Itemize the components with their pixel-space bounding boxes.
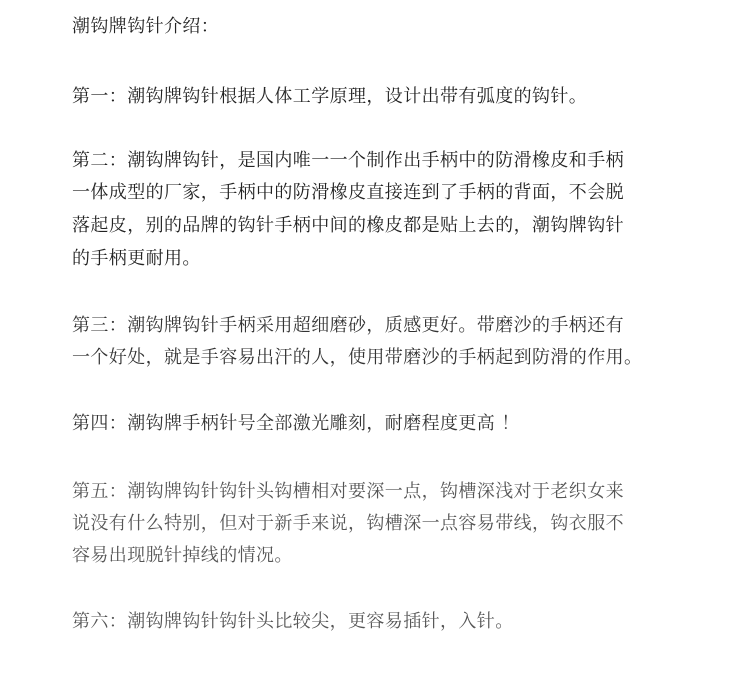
point-4-line-1: 第四：潮钩牌手柄针号全部激光雕刻，耐磨程度更高 ！ <box>72 413 520 434</box>
point-3-line-1: 第三：潮钩牌钩针手柄采用超细磨砂，质感更好。带磨沙的手柄还有 <box>72 315 624 336</box>
point-5-line-3: 容易出现脱针掉线的情况。 <box>72 545 293 566</box>
point-2-line-1: 第二：潮钩牌钩针，是国内唯一一个制作出手柄中的防滑橡皮和手柄 <box>72 150 624 171</box>
document-title: 潮钩牌钩针介绍： <box>72 16 220 37</box>
point-5-line-2: 说没有什么特别，但对于新手来说，钩槽深一点容易带线，钩衣服不 <box>72 513 624 534</box>
point-2-line-3: 落起皮，别的品牌的钩针手柄中间的橡皮都是贴上去的，潮钩牌钩针 <box>72 215 624 236</box>
point-3-line-2: 一个好处，就是手容易出汗的人，使用带磨沙的手柄起到防滑的作用。 <box>72 347 643 368</box>
point-6-line-1: 第六：潮钩牌钩针钩针头比较尖，更容易插针，入针。 <box>72 611 514 632</box>
point-1-line-1: 第一：潮钩牌钩针根据人体工学原理，设计出带有弧度的钩针。 <box>72 86 588 107</box>
point-5-line-1: 第五：潮钩牌钩针钩针头钩槽相对要深一点，钩槽深浅对于老织女来 <box>72 481 624 502</box>
point-2-line-2: 一体成型的厂家，手柄中的防滑橡皮直接连到了手柄的背面，不会脱 <box>72 182 624 203</box>
point-2-line-4: 的手柄更耐用。 <box>72 248 201 269</box>
